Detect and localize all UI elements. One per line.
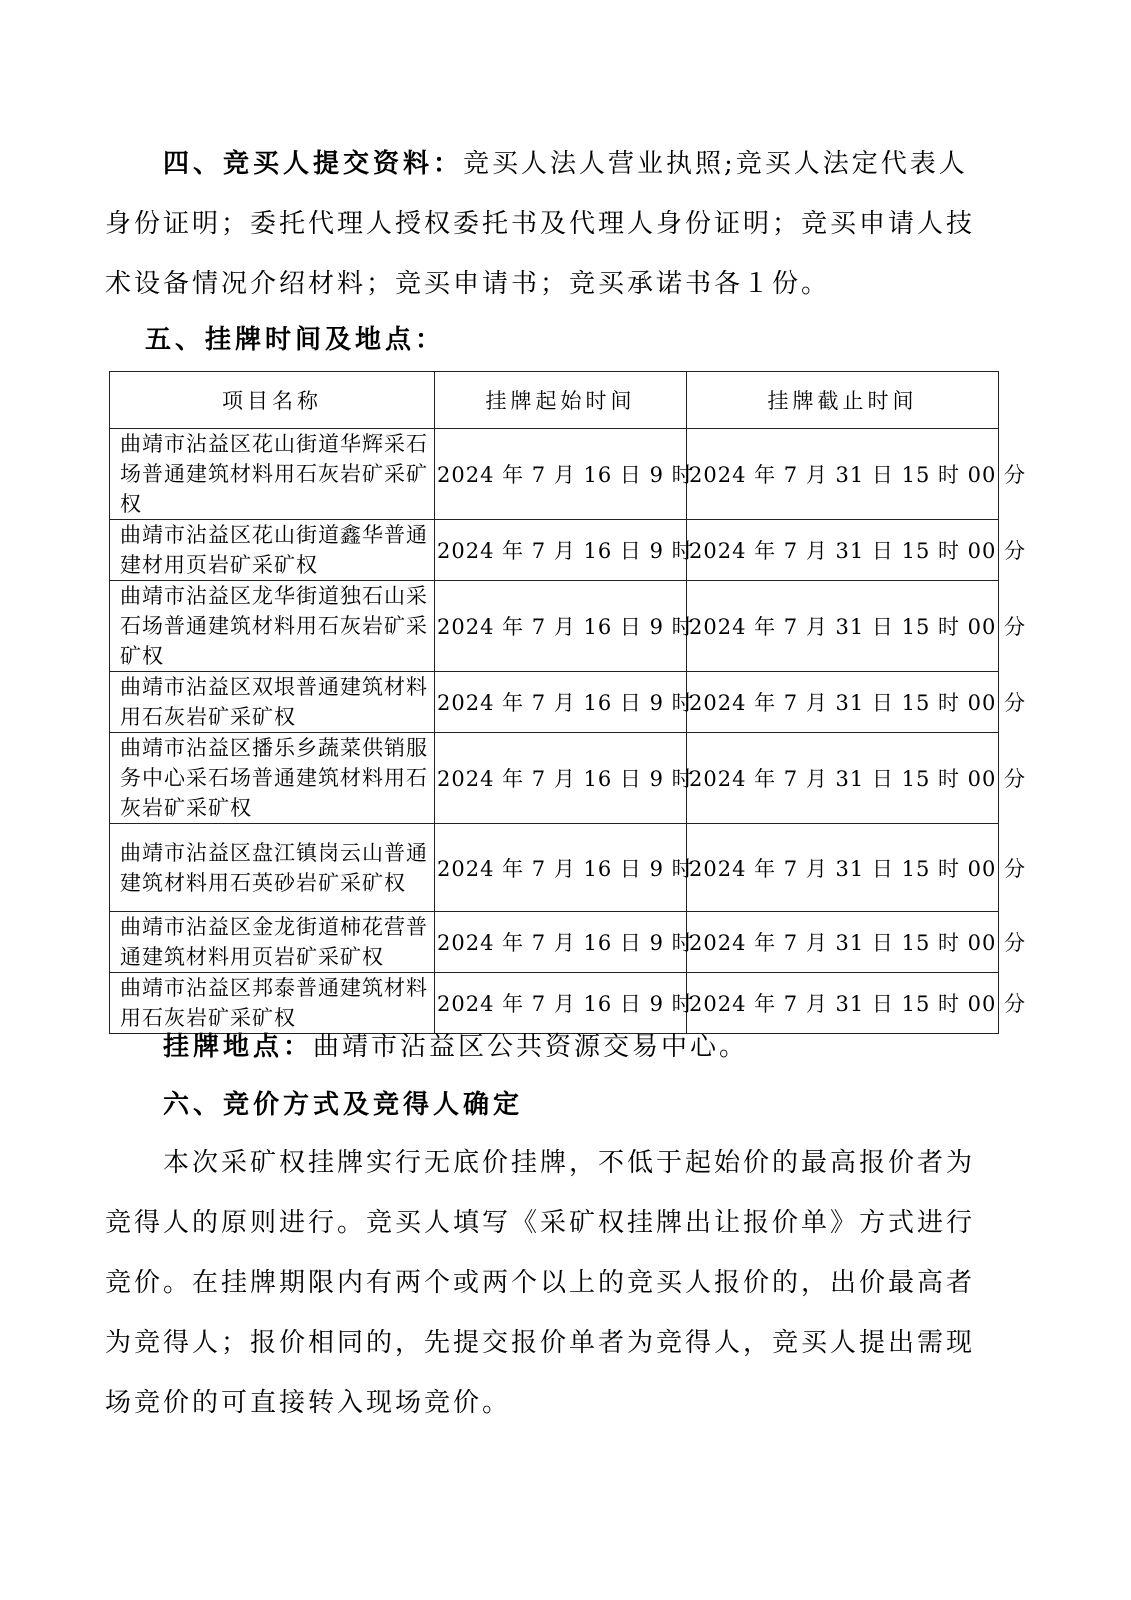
row-end-time: 2024 年 7 月 31 日 15 时 00 分 (687, 581, 999, 672)
row-start-time: 2024 年 7 月 16 日 9 时 (435, 520, 687, 581)
row-project-name: 曲靖市沾益区花山街道华辉采石场普通建筑材料用石灰岩矿采矿权 (110, 429, 435, 520)
location-value: 曲靖市沾益区公共资源交易中心。 (313, 1032, 749, 1062)
table-row (110, 733, 999, 824)
row-start-time: 2024 年 7 月 16 日 9 时 (435, 429, 687, 520)
section6-heading: 六、竞价方式及竞得人确定 (163, 1090, 524, 1120)
location-label: 挂牌地点： (163, 1032, 314, 1062)
row-end-time: 2024 年 7 月 31 日 15 时 00 分 (687, 429, 999, 520)
section4-body: 竞买人法人营业执照;竞买人法定代表人身份证明；委托代理人授权委托书及代理人身份证明；竞买申请人技术设备情况介绍材料；竞买申请书；竞买承诺书各１份。 (105, 149, 976, 299)
row-project-name: 曲靖市沾益区盘江镇岗云山普通建筑材料用石英砂岩矿采矿权 (110, 824, 435, 912)
section4-paragraph (105, 134, 995, 314)
row-end-time: 2024 年 7 月 31 日 15 时 00 分 (687, 733, 999, 824)
row-project-name: 曲靖市沾益区金龙街道柿花营普通建筑材料用页岩矿采矿权 (110, 912, 435, 973)
row-start-time: 2024 年 7 月 16 日 9 时 (435, 581, 687, 672)
row-project-name: 曲靖市沾益区龙华街道独石山采石场普通建筑材料用石灰岩矿采矿权 (110, 581, 435, 672)
header-end-time: 挂牌截止时间 (687, 372, 999, 429)
header-project-name: 项目名称 (110, 372, 435, 429)
row-end-time: 2024 年 7 月 31 日 15 时 00 分 (687, 824, 999, 912)
header-start-time: 挂牌起始时间 (435, 372, 687, 429)
row-start-time: 2024 年 7 月 16 日 9 时 (435, 672, 687, 733)
row-start-time: 2024 年 7 月 16 日 9 时 (435, 912, 687, 973)
row-project-name: 曲靖市沾益区双垠普通建筑材料用石灰岩矿采矿权 (110, 672, 435, 733)
row-start-time: 2024 年 7 月 16 日 9 时 (435, 824, 687, 912)
table-row (110, 581, 999, 672)
listing-schedule-table (109, 371, 1027, 1034)
row-project-name: 曲靖市沾益区播乐乡蔬菜供销服务中心采石场普通建筑材料用石灰岩矿采矿权 (110, 733, 435, 824)
table-header-row (110, 372, 999, 429)
row-start-time: 2024 年 7 月 16 日 9 时 (435, 973, 687, 1034)
table-row (110, 824, 999, 912)
row-end-time: 2024 年 7 月 31 日 15 时 00 分 (687, 520, 999, 581)
section5-heading: 五、挂牌时间及地点： (145, 325, 446, 355)
table-row (110, 672, 999, 733)
row-start-time: 2024 年 7 月 16 日 9 时 (435, 733, 687, 824)
section6-body: 本次采矿权挂牌实行无底价挂牌，不低于起始价的最高报价者为竞得人的原则进行。竞买人填写《采矿权挂牌出让报价单》方式进行竞价。在挂牌期限内有两个或两个以上的竞买人报价的，出价最高者为竞得人；报价相同的，先提交报价单者为竞得人，竞买人提出需现场竞价的可直接转入现场竞价。 (105, 1148, 976, 1418)
row-project-name: 曲靖市沾益区花山街道鑫华普通建材用页岩矿采矿权 (110, 520, 435, 581)
row-end-time: 2024 年 7 月 31 日 15 时 00 分 (687, 973, 999, 1034)
table-row (110, 912, 999, 973)
row-end-time: 2024 年 7 月 31 日 15 时 00 分 (687, 672, 999, 733)
table-row (110, 429, 999, 520)
table-row (110, 520, 999, 581)
row-end-time: 2024 年 7 月 31 日 15 时 00 分 (687, 912, 999, 973)
row-project-name: 曲靖市沾益区邦泰普通建筑材料用石灰岩矿采矿权 (110, 973, 435, 1034)
listing-location-line (105, 1017, 995, 1077)
section4-heading: 四、竞买人提交资料： (163, 149, 464, 179)
